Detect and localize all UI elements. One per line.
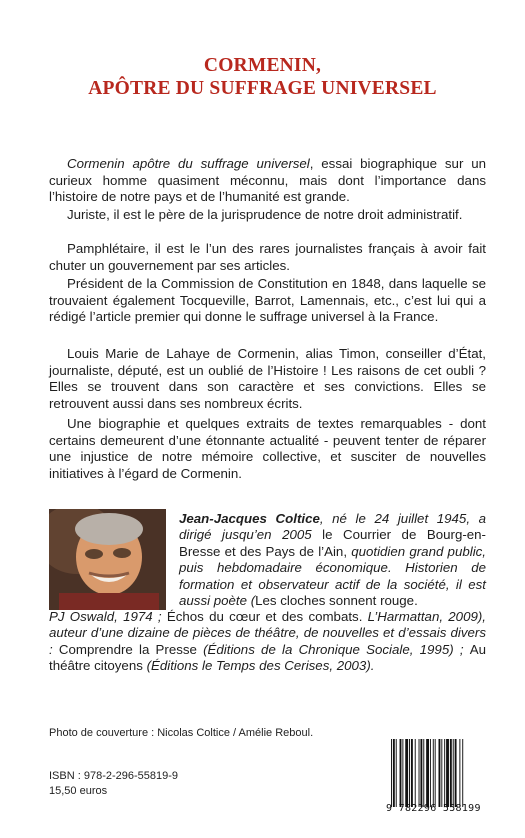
- bio-italic-text: PJ Oswald, 1974 ;: [49, 609, 167, 624]
- bio-text: Comprendre la Presse: [58, 641, 197, 657]
- barcode: [391, 739, 486, 807]
- book-title-line-2: APÔTRE DU SUFFRAGE UNIVERSEL: [88, 78, 437, 99]
- barcode-bar: [446, 739, 449, 807]
- barcode-bar: [441, 739, 442, 807]
- bio-italic-text: L’Harmattan, 2009), auteur d’une dizaine de pièces de théâtre, de nouvelles et d’essais divers :: [49, 609, 486, 657]
- author-bio-top: [179, 511, 486, 609]
- barcode-bar: [433, 739, 434, 807]
- author-photo: [49, 509, 166, 610]
- italic-book-title: Cormenin apôtre du suffrage universel: [67, 156, 310, 171]
- summary-paragraph-5: [49, 346, 486, 412]
- barcode-bar: [409, 739, 410, 807]
- isbn: ISBN : 978-2-296-55819-9: [49, 770, 179, 782]
- price: 15,50 euros: [49, 785, 108, 797]
- bio-italic-text: quotidien grand public, puis hebdomadaire économique. Historien de formation et observateur actif de la société, il est aussi poète (: [179, 543, 486, 609]
- barcode-bar: [435, 739, 436, 807]
- paragraph-text: Louis Marie de Lahaye de Cormenin, alias Timon, conseiller d’État, journaliste, député, est un oublié de l’Histoire ! Les raisons de cet oubli ? Elles se trouvent dans son caractère et ses convictions. Elles se retrouvent aussi dans ses nombreux écrits.: [49, 346, 486, 411]
- summary-paragraph-6: [49, 416, 486, 482]
- barcode-bar: [430, 739, 431, 807]
- barcode-bar: [462, 739, 463, 807]
- summary-paragraph-2: [49, 207, 486, 224]
- paragraph-text: Président de la Commission de Constitution en 1848, dans laquelle se trouvaient également Tocqueville, Barrot, Lamennais, etc., c’est lui qui a rédigé l’article premier qui donne le suffrage universel à la France.: [49, 276, 486, 324]
- barcode-bar: [444, 739, 445, 807]
- author-bio-bottom: [49, 609, 486, 675]
- author-name: Jean-Jacques Coltice: [179, 511, 320, 526]
- barcode-bar: [396, 739, 397, 807]
- paragraph-text: Pamphlétaire, il est le l’un des rares journalistes français à avoir fait chuter un gouvernement par ses articles.: [49, 241, 486, 273]
- bio-text: le Courrier de Bourg-en-Bresse et des Pays de l’Ain,: [179, 527, 486, 559]
- barcode-bar: [453, 739, 454, 807]
- paragraph-text: Une biographie et quelques extraits de textes remarquables - dont certains demeurent d’une étonnante actualité - peuvent tenter de réparer une injustice de notre mémoire collective, et susciter de nouvelles initiatives à l’égard de Cormenin.: [49, 416, 486, 481]
- barcode-bar: [439, 739, 441, 807]
- paragraph-text: Juriste, il est le père de la jurisprudence de notre droit administratif.: [67, 207, 463, 222]
- barcode-bar: [420, 739, 422, 807]
- barcode-bar: [459, 739, 460, 807]
- barcode-bar: [450, 739, 452, 807]
- photo-credit: Photo de couverture : Nicolas Coltice / Amélie Reboul.: [49, 727, 314, 739]
- summary-paragraph-1: [49, 156, 486, 206]
- summary-paragraph-4: [49, 276, 486, 326]
- barcode-bar: [455, 739, 457, 807]
- bio-text: Échos du cœur et des combats.: [166, 609, 363, 624]
- barcode-bar: [405, 739, 408, 807]
- barcode-digits: 9 782296 558199: [386, 803, 481, 814]
- barcode-bar: [393, 739, 395, 807]
- barcode-bar: [391, 739, 392, 807]
- barcode-bar: [419, 739, 420, 807]
- barcode-bar: [423, 739, 424, 807]
- book-title-line-1: CORMENIN,: [203, 55, 322, 76]
- barcode-bar: [415, 739, 416, 807]
- bio-italic-text: (Éditions de la Chronique Sociale, 1995) ;: [196, 641, 470, 657]
- paragraph-text: , essai biographique sur un curieux homme quasiment méconnu, mais dont l’importance dans l’histoire de notre pays et de l’humanité est grande.: [49, 156, 486, 204]
- bio-italic-text: (Éditions le Temps des Cerises, 2003).: [142, 658, 375, 674]
- bio-text: Au théâtre citoyens: [49, 641, 486, 674]
- summary-paragraph-3: [49, 241, 486, 274]
- barcode-bar: [402, 739, 403, 807]
- barcode-bar: [426, 739, 429, 807]
- barcode-bar: [400, 739, 402, 807]
- barcode-bar: [411, 739, 413, 807]
- bio-italic-text: , né le 24 juillet 1945, a dirigé jusqu’en 2005: [179, 511, 486, 543]
- bio-text: Les cloches sonnent rouge.: [255, 593, 418, 609]
